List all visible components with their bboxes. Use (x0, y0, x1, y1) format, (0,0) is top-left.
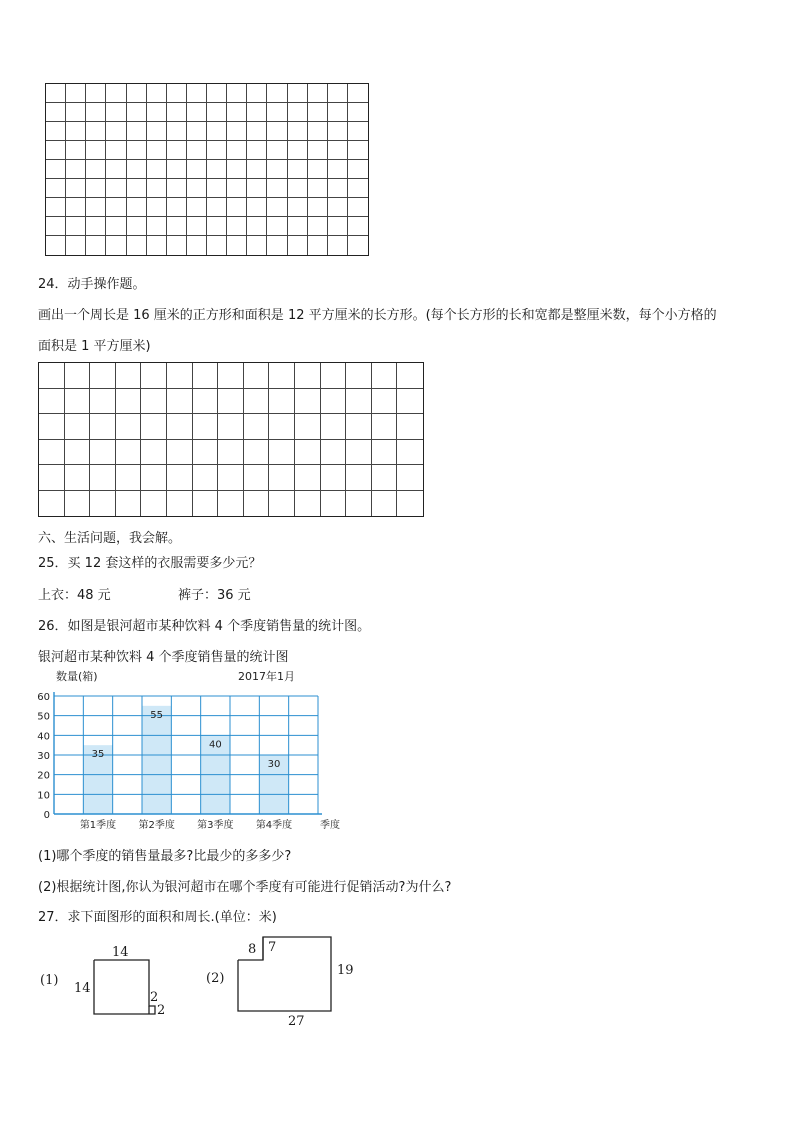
grid-cell[interactable] (247, 160, 267, 179)
grid-cell[interactable] (167, 179, 187, 198)
grid-cell[interactable] (90, 389, 116, 415)
grid-cell[interactable] (207, 217, 227, 236)
grid-cell[interactable] (147, 236, 167, 255)
grid-cell[interactable] (288, 236, 308, 255)
grid-cell[interactable] (288, 122, 308, 141)
q25-shirt-price: 上衣：48 元 (38, 588, 111, 603)
grid-cell[interactable] (247, 141, 267, 160)
x-tick-label: 第2季度 (138, 820, 175, 831)
grid-cell[interactable] (227, 103, 247, 122)
grid-cell[interactable] (86, 160, 106, 179)
grid-cell[interactable] (328, 236, 348, 255)
grid-cell[interactable] (346, 465, 372, 491)
q27-title: 27．求下面图形的面积和周长.(单位：米) (38, 910, 277, 925)
grid-cell[interactable] (288, 84, 308, 103)
grid-cell[interactable] (46, 84, 66, 103)
grid-cell[interactable] (193, 414, 219, 440)
grid-cell[interactable] (86, 103, 106, 122)
y-tick-label: 20 (37, 770, 50, 782)
grid-cell[interactable] (65, 363, 91, 389)
grid-cell[interactable] (295, 491, 321, 517)
grid-cell[interactable] (308, 103, 328, 122)
grid-cell[interactable] (267, 198, 287, 217)
section6-title: 六、生活问题，我会解。 (38, 531, 182, 546)
grid-cell[interactable] (141, 491, 167, 517)
grid-cell[interactable] (193, 363, 219, 389)
data-label: 55 (150, 709, 164, 721)
grid-cell[interactable] (90, 440, 116, 466)
grid-cell[interactable] (269, 414, 295, 440)
grid-cell[interactable] (86, 217, 106, 236)
x-tick-label: 第3季度 (197, 820, 234, 831)
grid-cell[interactable] (288, 103, 308, 122)
fig1-step-h-dim: 2 (157, 1003, 166, 1018)
grid-cell[interactable] (187, 103, 207, 122)
grid-cell[interactable] (127, 236, 147, 255)
grid-cell[interactable] (39, 363, 65, 389)
chart-date: 2017年1月 (238, 670, 295, 683)
grid-cell[interactable] (295, 363, 321, 389)
grid-cell[interactable] (187, 198, 207, 217)
grid-cell[interactable] (348, 179, 368, 198)
q24-title: 24．动手操作题。 (38, 277, 146, 292)
grid-cell[interactable] (141, 389, 167, 415)
grid-cell[interactable] (397, 363, 423, 389)
grid-cell[interactable] (65, 440, 91, 466)
fig2-notch-left-dim: 8 (248, 942, 257, 957)
grid-cell[interactable] (66, 179, 86, 198)
grid-cell[interactable] (106, 84, 126, 103)
grid-cell[interactable] (397, 465, 423, 491)
drawing-grid-q24[interactable] (38, 362, 424, 517)
q26-sub2: (2)根据统计图,你认为银河超市在哪个季度有可能进行促销活动?为什么? (38, 880, 452, 895)
grid-cell[interactable] (244, 363, 270, 389)
grid-cell[interactable] (348, 198, 368, 217)
grid-cell[interactable] (167, 363, 193, 389)
grid-cell[interactable] (346, 414, 372, 440)
grid-cell[interactable] (46, 198, 66, 217)
y-tick-label: 60 (37, 692, 50, 703)
y-tick-label: 30 (37, 751, 50, 762)
grid-cell[interactable] (207, 103, 227, 122)
q26-sub1: (1)哪个季度的销售量最多?比最少的多多少? (38, 849, 292, 864)
grid-cell[interactable] (106, 160, 126, 179)
grid-cell[interactable] (295, 389, 321, 415)
grid-cell[interactable] (346, 440, 372, 466)
grid-cell[interactable] (308, 179, 328, 198)
grid-cell[interactable] (267, 141, 287, 160)
grid-cell[interactable] (218, 414, 244, 440)
grid-cell[interactable] (39, 440, 65, 466)
grid-cell[interactable] (167, 440, 193, 466)
grid-cell[interactable] (127, 141, 147, 160)
grid-cell[interactable] (267, 103, 287, 122)
grid-cell[interactable] (295, 465, 321, 491)
fig2-shape (230, 930, 340, 1015)
fig2-right-dim: 19 (337, 963, 354, 978)
grid-cell[interactable] (328, 160, 348, 179)
grid-cell[interactable] (167, 414, 193, 440)
grid-cell[interactable] (66, 198, 86, 217)
grid-cell[interactable] (328, 179, 348, 198)
grid-cell[interactable] (308, 236, 328, 255)
data-label: 35 (91, 749, 105, 761)
grid-cell[interactable] (288, 179, 308, 198)
grid-cell[interactable] (308, 217, 328, 236)
grid-cell[interactable] (86, 198, 106, 217)
grid-cell[interactable] (321, 389, 347, 415)
grid-cell[interactable] (86, 141, 106, 160)
grid-cell[interactable] (127, 198, 147, 217)
grid-cell[interactable] (141, 363, 167, 389)
grid-cell[interactable] (116, 491, 142, 517)
data-label: 30 (267, 759, 281, 770)
grid-cell[interactable] (244, 491, 270, 517)
q24-line1: 画出一个周长是 16 厘米的正方形和面积是 12 平方厘米的长方形。(每个长方形的长和宽都是整厘米数，每个小方格的 (38, 308, 717, 323)
grid-cell[interactable] (207, 160, 227, 179)
grid-cell[interactable] (328, 103, 348, 122)
grid-cell[interactable] (46, 103, 66, 122)
grid-cell[interactable] (372, 491, 398, 517)
grid-cell[interactable] (346, 363, 372, 389)
grid-cell[interactable] (116, 414, 142, 440)
grid-cell[interactable] (267, 122, 287, 141)
grid-cell[interactable] (218, 363, 244, 389)
grid-cell[interactable] (46, 141, 66, 160)
grid-cell[interactable] (86, 84, 106, 103)
x-tick-label: 第4季度 (255, 820, 293, 831)
grid-cell[interactable] (308, 141, 328, 160)
grid-cell[interactable] (86, 179, 106, 198)
grid-cell[interactable] (167, 84, 187, 103)
grid-cell[interactable] (116, 363, 142, 389)
grid-cell[interactable] (116, 440, 142, 466)
grid-cell[interactable] (247, 179, 267, 198)
grid-cell[interactable] (348, 160, 368, 179)
grid-cell[interactable] (321, 440, 347, 466)
grid-cell[interactable] (308, 84, 328, 103)
grid-cell[interactable] (147, 141, 167, 160)
grid-cell[interactable] (127, 84, 147, 103)
fig2-bottom-dim: 27 (288, 1014, 305, 1029)
grid-cell[interactable] (247, 236, 267, 255)
q25-pants-price: 裤子：36 元 (178, 588, 251, 603)
grid-cell[interactable] (267, 84, 287, 103)
grid-cell[interactable] (167, 491, 193, 517)
grid-cell[interactable] (106, 217, 126, 236)
grid-cell[interactable] (116, 465, 142, 491)
fig2-notch-top-dim: 7 (268, 940, 277, 955)
drawing-grid-top[interactable] (45, 83, 369, 256)
grid-cell[interactable] (321, 414, 347, 440)
grid-cell[interactable] (46, 122, 66, 141)
grid-cell[interactable] (348, 236, 368, 255)
y-tick-label: 50 (37, 711, 50, 723)
grid-cell[interactable] (348, 141, 368, 160)
grid-cell[interactable] (244, 389, 270, 415)
grid-cell[interactable] (227, 198, 247, 217)
grid-cell[interactable] (66, 103, 86, 122)
grid-cell[interactable] (295, 440, 321, 466)
grid-cell[interactable] (167, 103, 187, 122)
grid-cell[interactable] (348, 217, 368, 236)
grid-cell[interactable] (218, 465, 244, 491)
grid-cell[interactable] (39, 414, 65, 440)
grid-cell[interactable] (127, 103, 147, 122)
grid-cell[interactable] (372, 440, 398, 466)
grid-cell[interactable] (372, 389, 398, 415)
grid-cell[interactable] (207, 198, 227, 217)
chart-caption: 银河超市某种饮料 4 个季度销售量的统计图 (38, 650, 289, 665)
grid-cell[interactable] (227, 217, 247, 236)
y-axis-title: 数量(箱) (56, 670, 98, 683)
grid-cell[interactable] (90, 414, 116, 440)
bar-chart (30, 666, 340, 838)
fig1-top-dim: 14 (112, 945, 129, 960)
grid-cell[interactable] (346, 491, 372, 517)
grid-cell[interactable] (90, 491, 116, 517)
q24-line2: 面积是 1 平方厘米) (38, 339, 151, 354)
grid-cell[interactable] (127, 179, 147, 198)
grid-cell[interactable] (66, 236, 86, 255)
data-label: 40 (208, 739, 222, 751)
grid-cell[interactable] (187, 84, 207, 103)
grid-cell[interactable] (247, 84, 267, 103)
grid-cell[interactable] (321, 465, 347, 491)
grid-cell[interactable] (39, 465, 65, 491)
grid-cell[interactable] (267, 179, 287, 198)
grid-cell[interactable] (269, 363, 295, 389)
grid-cell[interactable] (39, 389, 65, 415)
grid-cell[interactable] (308, 122, 328, 141)
x-tick-label: 第1季度 (79, 820, 117, 831)
grid-cell[interactable] (106, 141, 126, 160)
grid-cell[interactable] (328, 217, 348, 236)
grid-cell[interactable] (193, 491, 219, 517)
grid-cell[interactable] (397, 491, 423, 517)
grid-cell[interactable] (227, 122, 247, 141)
bar-第2季度 (142, 706, 171, 814)
grid-cell[interactable] (106, 198, 126, 217)
grid-cell[interactable] (328, 141, 348, 160)
grid-cell[interactable] (127, 160, 147, 179)
grid-cell[interactable] (247, 217, 267, 236)
grid-cell[interactable] (106, 236, 126, 255)
grid-cell[interactable] (244, 440, 270, 466)
grid-cell[interactable] (66, 84, 86, 103)
x-axis-title: 季度 (320, 820, 340, 831)
grid-cell[interactable] (147, 160, 167, 179)
grid-cell[interactable] (65, 491, 91, 517)
grid-cell[interactable] (106, 103, 126, 122)
grid-cell[interactable] (244, 465, 270, 491)
grid-cell[interactable] (187, 122, 207, 141)
grid-cell[interactable] (187, 141, 207, 160)
grid-cell[interactable] (167, 160, 187, 179)
grid-cell[interactable] (167, 389, 193, 415)
grid-cell[interactable] (269, 491, 295, 517)
grid-cell[interactable] (193, 389, 219, 415)
grid-cell[interactable] (106, 179, 126, 198)
grid-cell[interactable] (167, 465, 193, 491)
grid-cell[interactable] (90, 465, 116, 491)
grid-cell[interactable] (218, 389, 244, 415)
grid-cell[interactable] (167, 217, 187, 236)
grid-cell[interactable] (288, 141, 308, 160)
grid-cell[interactable] (227, 141, 247, 160)
grid-cell[interactable] (397, 414, 423, 440)
grid-cell[interactable] (65, 465, 91, 491)
grid-cell[interactable] (187, 217, 207, 236)
grid-cell[interactable] (321, 363, 347, 389)
grid-cell[interactable] (328, 84, 348, 103)
grid-cell[interactable] (46, 179, 66, 198)
grid-cell[interactable] (147, 198, 167, 217)
grid-cell[interactable] (372, 465, 398, 491)
grid-cell[interactable] (227, 84, 247, 103)
grid-cell[interactable] (227, 179, 247, 198)
grid-cell[interactable] (269, 465, 295, 491)
grid-cell[interactable] (397, 440, 423, 466)
grid-cell[interactable] (321, 491, 347, 517)
grid-cell[interactable] (348, 84, 368, 103)
grid-cell[interactable] (328, 198, 348, 217)
grid-cell[interactable] (308, 198, 328, 217)
grid-cell[interactable] (147, 179, 167, 198)
grid-cell[interactable] (328, 122, 348, 141)
grid-cell[interactable] (227, 236, 247, 255)
grid-cell[interactable] (288, 217, 308, 236)
grid-cell[interactable] (288, 198, 308, 217)
grid-cell[interactable] (308, 160, 328, 179)
grid-cell[interactable] (147, 217, 167, 236)
grid-cell[interactable] (372, 363, 398, 389)
grid-cell[interactable] (267, 236, 287, 255)
grid-cell[interactable] (244, 414, 270, 440)
fig2-label: (2) (206, 971, 225, 986)
grid-cell[interactable] (288, 160, 308, 179)
grid-cell[interactable] (66, 141, 86, 160)
grid-cell[interactable] (247, 198, 267, 217)
grid-cell[interactable] (39, 491, 65, 517)
grid-cell[interactable] (346, 389, 372, 415)
grid-cell[interactable] (127, 122, 147, 141)
grid-cell[interactable] (147, 122, 167, 141)
grid-cell[interactable] (348, 122, 368, 141)
grid-cell[interactable] (207, 141, 227, 160)
grid-cell[interactable] (46, 217, 66, 236)
grid-cell[interactable] (127, 217, 147, 236)
grid-cell[interactable] (66, 217, 86, 236)
y-tick-label: 0 (43, 810, 50, 821)
grid-cell[interactable] (348, 103, 368, 122)
grid-cell[interactable] (141, 465, 167, 491)
grid-cell[interactable] (167, 198, 187, 217)
y-tick-label: 40 (37, 731, 50, 743)
grid-cell[interactable] (267, 160, 287, 179)
grid-cell[interactable] (187, 236, 207, 255)
grid-cell[interactable] (397, 389, 423, 415)
grid-cell[interactable] (46, 236, 66, 255)
grid-cell[interactable] (187, 179, 207, 198)
grid-cell[interactable] (167, 141, 187, 160)
q26-title: 26．如图是银河超市某种饮料 4 个季度销售量的统计图。 (38, 619, 371, 634)
grid-cell[interactable] (90, 363, 116, 389)
grid-cell[interactable] (207, 179, 227, 198)
grid-cell[interactable] (66, 122, 86, 141)
grid-cell[interactable] (167, 122, 187, 141)
grid-cell[interactable] (218, 491, 244, 517)
grid-cell[interactable] (66, 160, 86, 179)
fig1-left-dim: 14 (74, 981, 91, 996)
grid-cell[interactable] (247, 122, 267, 141)
grid-cell[interactable] (372, 414, 398, 440)
grid-cell[interactable] (207, 236, 227, 255)
grid-cell[interactable] (193, 465, 219, 491)
grid-cell[interactable] (187, 160, 207, 179)
grid-cell[interactable] (269, 440, 295, 466)
grid-cell[interactable] (295, 414, 321, 440)
grid-cell[interactable] (141, 414, 167, 440)
grid-cell[interactable] (269, 389, 295, 415)
grid-cell[interactable] (46, 160, 66, 179)
grid-cell[interactable] (147, 84, 167, 103)
grid-cell[interactable] (247, 103, 267, 122)
y-tick-label: 10 (37, 790, 50, 802)
fig1-outline (94, 960, 155, 1014)
grid-cell[interactable] (65, 414, 91, 440)
grid-cell[interactable] (116, 389, 142, 415)
fig1-label: (1) (40, 973, 59, 988)
fig1-step-v-dim: 2 (150, 990, 159, 1005)
grid-cell[interactable] (207, 84, 227, 103)
grid-cell[interactable] (267, 217, 287, 236)
grid-cell[interactable] (147, 103, 167, 122)
grid-cell[interactable] (141, 440, 167, 466)
grid-cell[interactable] (86, 236, 106, 255)
grid-cell[interactable] (207, 122, 227, 141)
grid-cell[interactable] (227, 160, 247, 179)
grid-cell[interactable] (106, 122, 126, 141)
q25-title: 25．买 12 套这样的衣服需要多少元？ (38, 556, 262, 571)
grid-cell[interactable] (167, 236, 187, 255)
grid-cell[interactable] (218, 440, 244, 466)
grid-cell[interactable] (65, 389, 91, 415)
grid-cell[interactable] (86, 122, 106, 141)
grid-cell[interactable] (193, 440, 219, 466)
